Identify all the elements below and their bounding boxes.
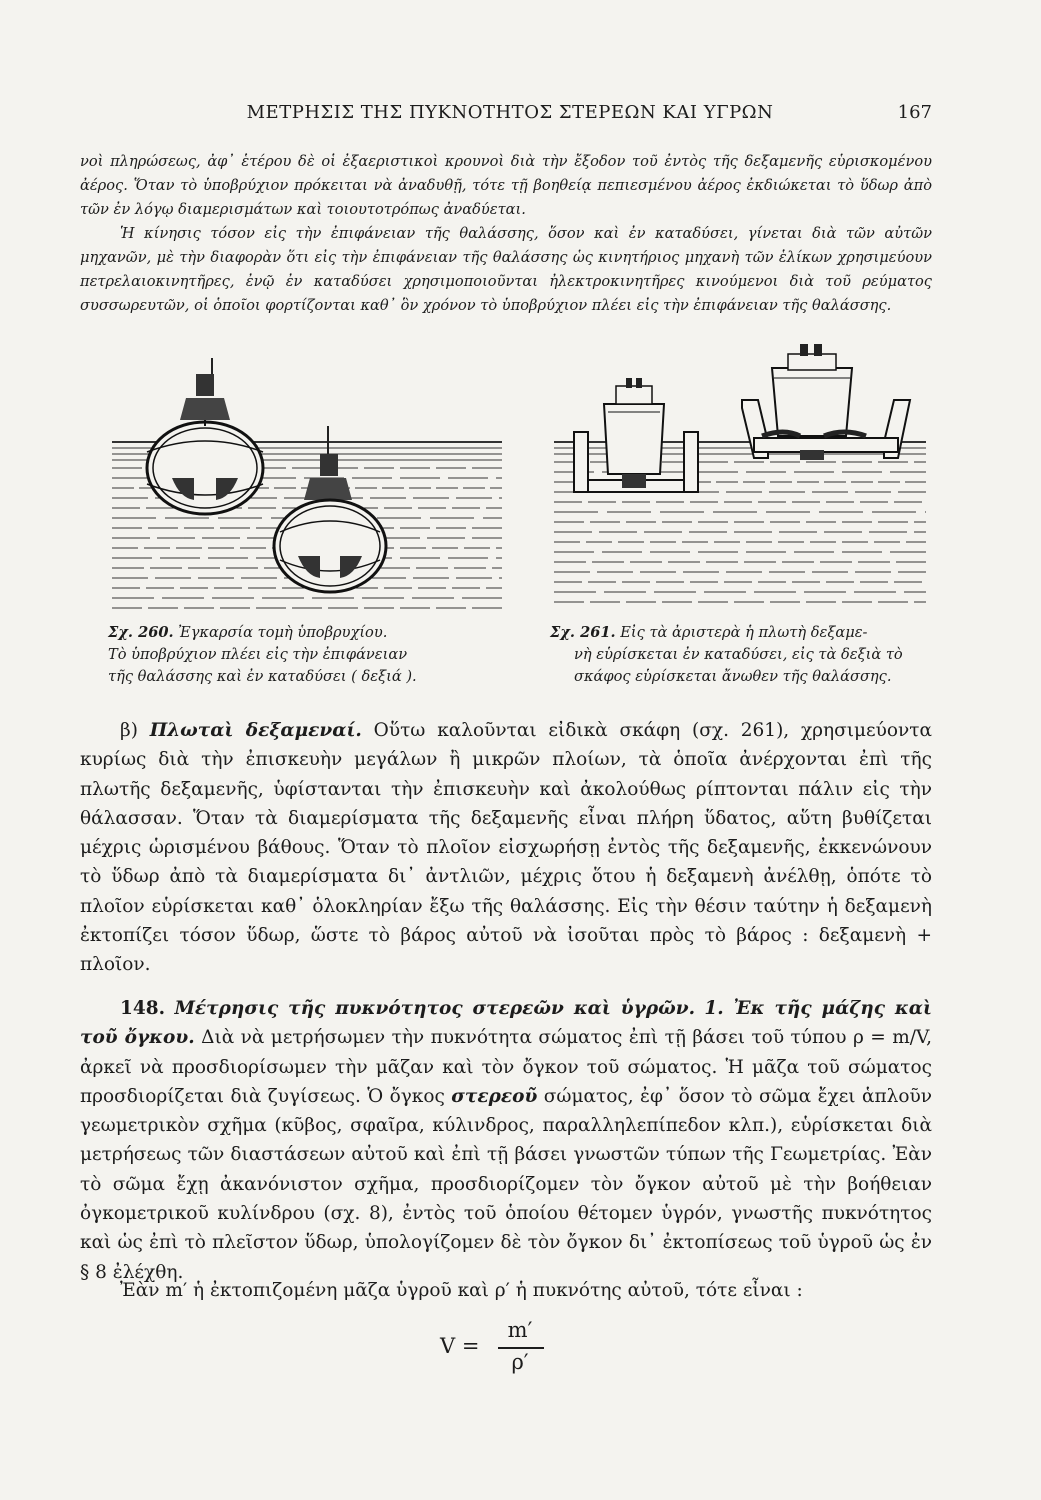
formula-fraction-bar xyxy=(498,1347,544,1349)
section-148-text-a: Διὰ νὰ μετρήσωμεν τὴν πυκνότητα σώματος ἐπὶ τῇ βάσει τοῦ τύπου ρ = m/V, ἀρκεῖ νὰ προσδιορίσωμεν τὴν μᾶζαν καὶ τὸν ὄγκον τοῦ σώματος. Ἡ μᾶζα τοῦ σώματος προσδιορίζεται διὰ ζυγίσεως. Ὁ ὄγκος xyxy=(80,1027,932,1107)
section-148-text-b: σώματος, ἐφ᾽ ὅσον τὸ σῶμα ἔχει ἁπλοῦν γεωμετρικὸν σχῆμα (κῦβος, σφαῖρα, κύλινδρος, παραλληλεπίπεδον κλπ.), εὑρίσκεται διὰ μετρήσεως τῶν διαστάσεων αὐτοῦ καὶ ἐπὶ τῇ βάσει γνωστῶν τύπων τῆς Γεωμετρίας. Ἐὰν τὸ σῶμα ἔχῃ ἀκανόνιστον σχῆμα, προσδιορίζομεν τὸν ὄγκον αὐτοῦ μὲ τὴν βοήθειαν ὀγκομετρικοῦ κυλίνδρου (σχ. 8), ἐντὸς τοῦ ὁποίου θέτομεν ὑγρόν, γνωστῆς πυκνότητος καὶ ὡς ἐπὶ τὸ πλεῖστον ὕδωρ, ὑπολογίζομεν δὲ τὸν ὄγκον δι᾽ ἐκτοπίσεως τοῦ ὑγροῦ ὡς ἐν § 8 ἐλέχθη. xyxy=(80,1085,932,1283)
dock-submerged-icon xyxy=(574,378,698,492)
volume-formula xyxy=(440,1318,580,1378)
paragraph-propulsion: Ἡ κίνησις τόσον εἰς τὴν ἐπιφάνειαν τῆς θαλάσσης, ὅσον καὶ ἐν καταδύσει, γίνεται διὰ τῶν αὐτῶν μηχανῶν, μὲ τὴν διαφορὰν ὅτι εἰς τὴν ἐπιφάνειαν τῆς θαλάσσης ὡς κινητήριος μηχανὴ τῶν ἑλίκων χρησιμεύουν πετρελαιοκινητῆρες, ἐνῷ ἐν καταδύσει χρησιμοποιοῦνται ἠλεκτροκινητῆρες κινούμενοι διὰ τοῦ ρεύματος συσσωρευτῶν, οἱ ὁποῖοι φορτίζονται καθ᾽ ὃν χρόνον τὸ ὑποβρύχιον πλέει εἰς τὴν ἐπιφάνειαν τῆς θαλάσσης. xyxy=(80,225,932,314)
submarine-surfaced-icon xyxy=(147,358,263,514)
section-148-number: 148. xyxy=(120,998,166,1019)
running-header xyxy=(80,100,932,130)
submarine-submerged-icon xyxy=(274,426,386,592)
section-148-emphasis: στερεοῦ xyxy=(451,1085,538,1107)
figure-260-label: Σχ. 260. xyxy=(108,624,174,641)
beta-text: Οὕτω καλοῦνται εἰδικὰ σκάφη (σχ. 261), χρησιμεύοντα κυρίως διὰ τὴν ἐπισκευὴν μεγάλων ἢ μικρῶν πλοίων, τὰ ὁποῖα ἀνέρχονται ἐπὶ τῆς πλωτῆς δεξαμενῆς, ὑφίστανται τὴν ἐπισκευὴν καὶ ἀκολούθως ρίπτονται πάλιν εἰς τὴν θάλασσαν. Ὅταν τὰ διαμερίσματα τῆς δεξαμενῆς εἶναι πλήρη ὕδατος, αὕτη βυθίζεται μέχρις ὡρισμένου βάθους. Ὅταν τὸ πλοῖον εἰσχωρήσῃ ἐντὸς τῆς δεξαμενῆς, ἐκκενώνουν τὸ ὕδωρ ἀπὸ τὰ διαμερίσματα δι᾽ ἀντλιῶν, μέχρις ὅτου ἡ δεξαμενὴ ἀνέλθῃ, ὁπότε τὸ πλοῖον εὑρίσκεται καθ᾽ ὁλοκληρίαν ἔξω τῆς θαλάσσης. Εἰς τὴν θέσιν ταύτην ἡ δεξαμενὴ ἐκτοπίζει τόσον ὕδωρ, ὥστε τὸ βάρος αὐτοῦ νὰ ἰσοῦται πρὸς τὸ βάρος : δεξαμενὴ + πλοῖον. xyxy=(80,720,932,976)
figure-260-caption xyxy=(108,622,468,688)
formula-numerator: m′ xyxy=(507,1318,533,1342)
section-148 xyxy=(80,994,932,1287)
figure-260-caption-line3: τῆς θαλάσσης καὶ ἐν καταδύσει ( δεξιά ). xyxy=(108,668,417,685)
paragraph-floating-docks xyxy=(80,716,932,980)
paragraph-displaced-mass: Ἐὰν m′ ἡ ἐκτοπιζομένη μᾶζα ὑγροῦ καὶ ρ′ ἡ πυκνότης αὐτοῦ, τότε εἶναι : xyxy=(120,1280,803,1301)
dock-raised-icon xyxy=(742,344,910,460)
figure-260-caption-line2: Τὸ ὑποβρύχιον πλέει εἰς τὴν ἐπιφάνειαν xyxy=(108,646,408,663)
figure-261-caption-line2: νὴ εὑρίσκεται ἐν καταδύσει, εἰς τὰ δεξιὰ τὸ xyxy=(574,646,903,663)
beta-label: β) xyxy=(120,720,138,741)
figure-260-caption-line1: Ἐγκαρσία τομὴ ὑποβρυχίου. xyxy=(178,624,388,641)
figure-261-label: Σχ. 261. xyxy=(550,624,616,641)
formula-denominator: ρ′ xyxy=(511,1350,529,1374)
formula-lhs: V = xyxy=(440,1334,480,1358)
running-title: ΜΕΤΡΗΣΙΣ ΤΗΣ ΠΥΚΝΟΤΗΤΟΣ ΣΤΕΡΕΩΝ ΚΑΙ ΥΓΡΩΝ xyxy=(246,102,774,123)
page-number: 167 xyxy=(897,102,932,123)
paragraph-ballast-vents: νοὶ πληρώσεως, ἀφ᾽ ἑτέρου δὲ οἱ ἐξαεριστικοὶ κρουνοὶ διὰ τὴν ἔξοδον τοῦ ἐντὸς τῆς δεξαμενῆς εὑρισκομένου ἀέρος. Ὅταν τὸ ὑποβρύχιον πρόκειται νὰ ἀναδυθῇ, τότε τῇ βοηθείᾳ πεπιεσμένου ἀέρος ἐκδιώκεται τὸ ὕδωρ ἀπὸ τῶν ἐν λόγῳ διαμερισμάτων καὶ τοιουτοτρόπως ἀναδύεται. xyxy=(80,153,932,218)
figure-260-submarine-cross-section xyxy=(112,350,502,612)
section-148-subheading: 1. Ἐκ τῆς μάζης καὶ τοῦ ὄγκου. xyxy=(80,998,932,1049)
figure-261-caption xyxy=(550,622,930,688)
beta-heading: Πλωταὶ δεξαμεναί. xyxy=(149,720,362,741)
figure-261-caption-line1: Εἰς τὰ ἀριστερὰ ἡ πλωτὴ δεξαμε- xyxy=(620,624,868,641)
section-148-heading: Μέτρησις τῆς πυκνότητος στερεῶν καὶ ὑγρῶν. xyxy=(174,998,696,1019)
figure-261-floating-dock xyxy=(554,342,926,612)
figure-261-caption-line3: σκάφος εὑρίσκεται ἄνωθεν τῆς θαλάσσης. xyxy=(574,668,892,685)
